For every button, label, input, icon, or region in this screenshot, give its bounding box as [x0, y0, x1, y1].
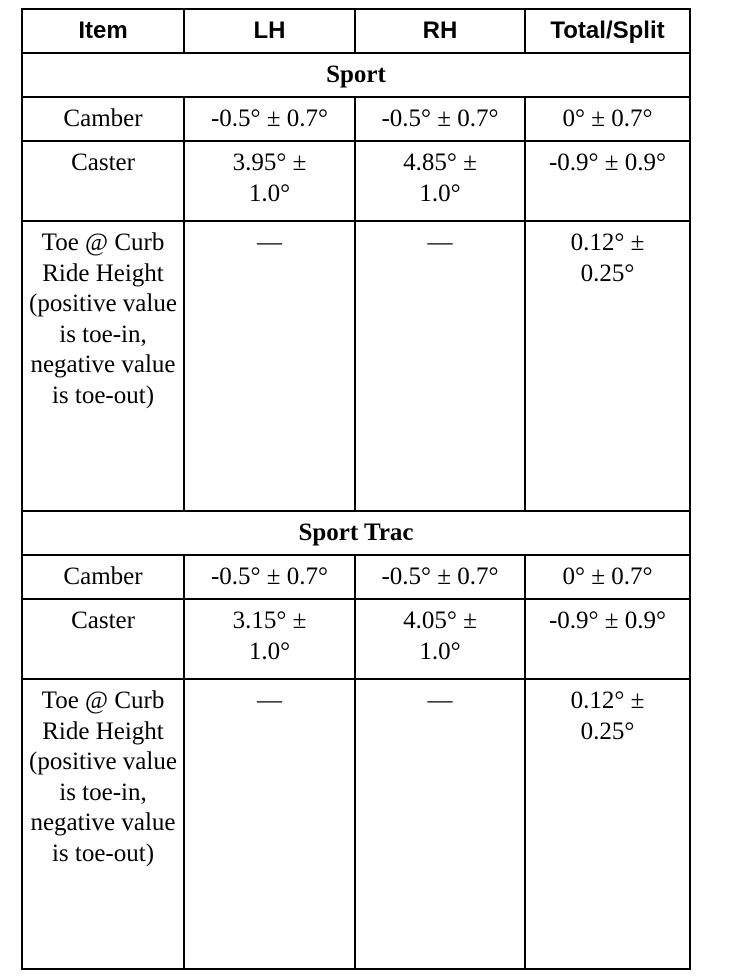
section-title: Sport Trac — [22, 511, 690, 555]
total-cell: 0.12° ± 0.25° — [525, 221, 690, 511]
item-cell: Caster — [22, 141, 184, 221]
table-row — [22, 97, 690, 141]
item-cell: Caster — [22, 599, 184, 679]
rh-cell: 4.05° ± 1.0° — [355, 599, 525, 679]
total-cell: 0.12° ± 0.25° — [525, 679, 690, 969]
total-cell: -0.9° ± 0.9° — [525, 141, 690, 221]
lh-cell: 3.15° ± 1.0° — [184, 599, 355, 679]
header-item: Item — [22, 9, 184, 53]
total-cell: 0° ± 0.7° — [525, 555, 690, 599]
header-rh: RH — [355, 9, 525, 53]
lh-cell: -0.5° ± 0.7° — [184, 555, 355, 599]
alignment-spec-table — [21, 8, 691, 970]
item-cell: Toe @ Curb Ride Height (positive value is toe-in, negative value is toe-out) — [22, 679, 184, 969]
lh-cell: — — [184, 221, 355, 511]
table-row — [22, 555, 690, 599]
rh-cell: -0.5° ± 0.7° — [355, 555, 525, 599]
table-row — [22, 679, 690, 969]
total-cell: -0.9° ± 0.9° — [525, 599, 690, 679]
header-lh: LH — [184, 9, 355, 53]
table-row — [22, 141, 690, 221]
item-cell: Camber — [22, 555, 184, 599]
lh-cell: 3.95° ± 1.0° — [184, 141, 355, 221]
header-total-split: Total/Split — [525, 9, 690, 53]
section-row-sport — [22, 53, 690, 97]
header-row — [22, 9, 690, 53]
rh-cell: — — [355, 679, 525, 969]
item-cell: Camber — [22, 97, 184, 141]
table-row — [22, 221, 690, 511]
rh-cell: 4.85° ± 1.0° — [355, 141, 525, 221]
lh-cell: — — [184, 679, 355, 969]
section-title: Sport — [22, 53, 690, 97]
rh-cell: — — [355, 221, 525, 511]
rh-cell: -0.5° ± 0.7° — [355, 97, 525, 141]
item-cell: Toe @ Curb Ride Height (positive value is toe-in, negative value is toe-out) — [22, 221, 184, 511]
total-cell: 0° ± 0.7° — [525, 97, 690, 141]
lh-cell: -0.5° ± 0.7° — [184, 97, 355, 141]
section-row-sport-trac — [22, 511, 690, 555]
table-row — [22, 599, 690, 679]
